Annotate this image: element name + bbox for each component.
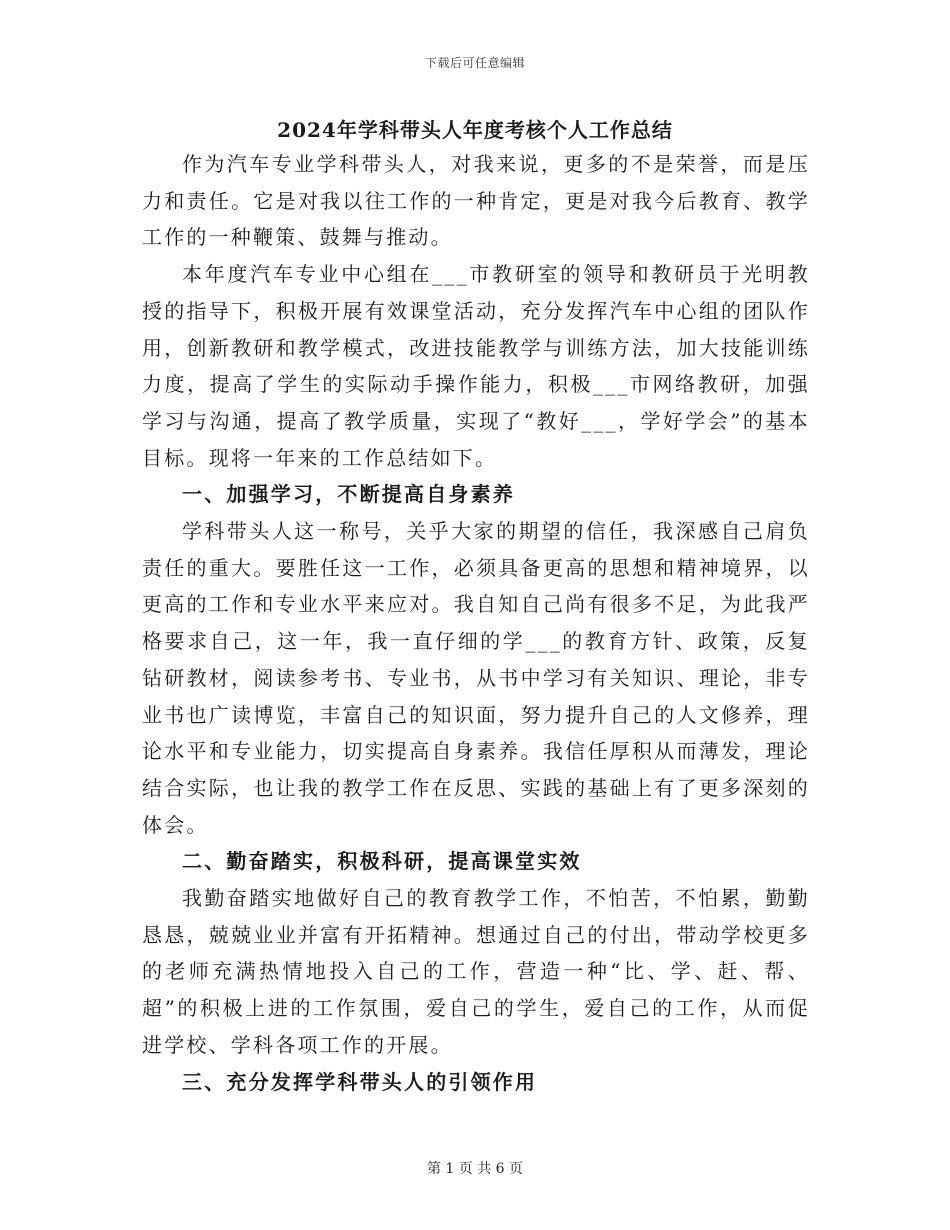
document-body	[142, 146, 810, 1100]
section-heading-2: 二、勤奋踏实，积极科研，提高课堂实效	[182, 849, 582, 874]
paragraph-section-2: 我勤奋踏实地做好自己的教育教学工作，不怕苦，不怕累，勤勤恳恳，兢兢业业并富有开拓精神。想通过自己的付出，带动学校更多的老师充满热情地投入自己的工作，营造一种“比、学、赶、帮、超”的积极上进的工作氛围，爱自己的学生，爱自己的工作，从而促进学校、学科各项工作的开展。	[142, 886, 810, 1057]
page-number-footer: 第 1 页 共 6 页	[426, 1161, 524, 1177]
paragraph-intro: 作为汽车专业学科带头人，对我来说，更多的不是荣誉，而是压力和责任。它是对我以往工作的一种肯定，更是对我今后教育、教学工作的一种鞭策、鼓舞与推动。	[142, 152, 810, 250]
paragraph-overview: 本年度汽车专业中心组在___市教研室的领导和教研员于光明教授的指导下，积极开展有效课堂活动，充分发挥汽车中心组的团队作用，创新教研和教学模式，改进技能教学与训练方法，加大技能训练力度，提高了学生的实际动手操作能力，积极___市网络教研，加强学习与沟通，提高了教学质量，实现了“教好___，学好学会”的基本目标。现将一年来的工作总结如下。	[142, 262, 810, 470]
section-heading-1: 一、加强学习，不断提高自身素养	[182, 482, 515, 507]
section-heading-3: 三、充分发挥学科带头人的引领作用	[182, 1069, 538, 1094]
document-title: 2024年学科带头人年度考核个人工作总结	[277, 118, 673, 142]
paragraph-section-1: 学科带头人这一称号，关乎大家的期望的信任，我深感自己肩负责任的重大。要胜任这一工作，必须具备更高的思想和精神境界，以更高的工作和专业水平来应对。我自知自己尚有很多不足，为此我严格要求自己，这一年，我一直仔细的学___的教育方针、政策，反复钻研教材，阅读参考书、专业书，从书中学习有关知识、理论，非专业书也广读博览，丰富自己的知识面，努力提升自己的人文修养，理论水平和专业能力，切实提高自身素养。我信任厚积从而薄发，理论结合实际，也让我的教学工作在反思、实践的基础上有了更多深刻的体会。	[142, 519, 810, 837]
header-note: 下载后可任意编辑	[424, 56, 525, 70]
